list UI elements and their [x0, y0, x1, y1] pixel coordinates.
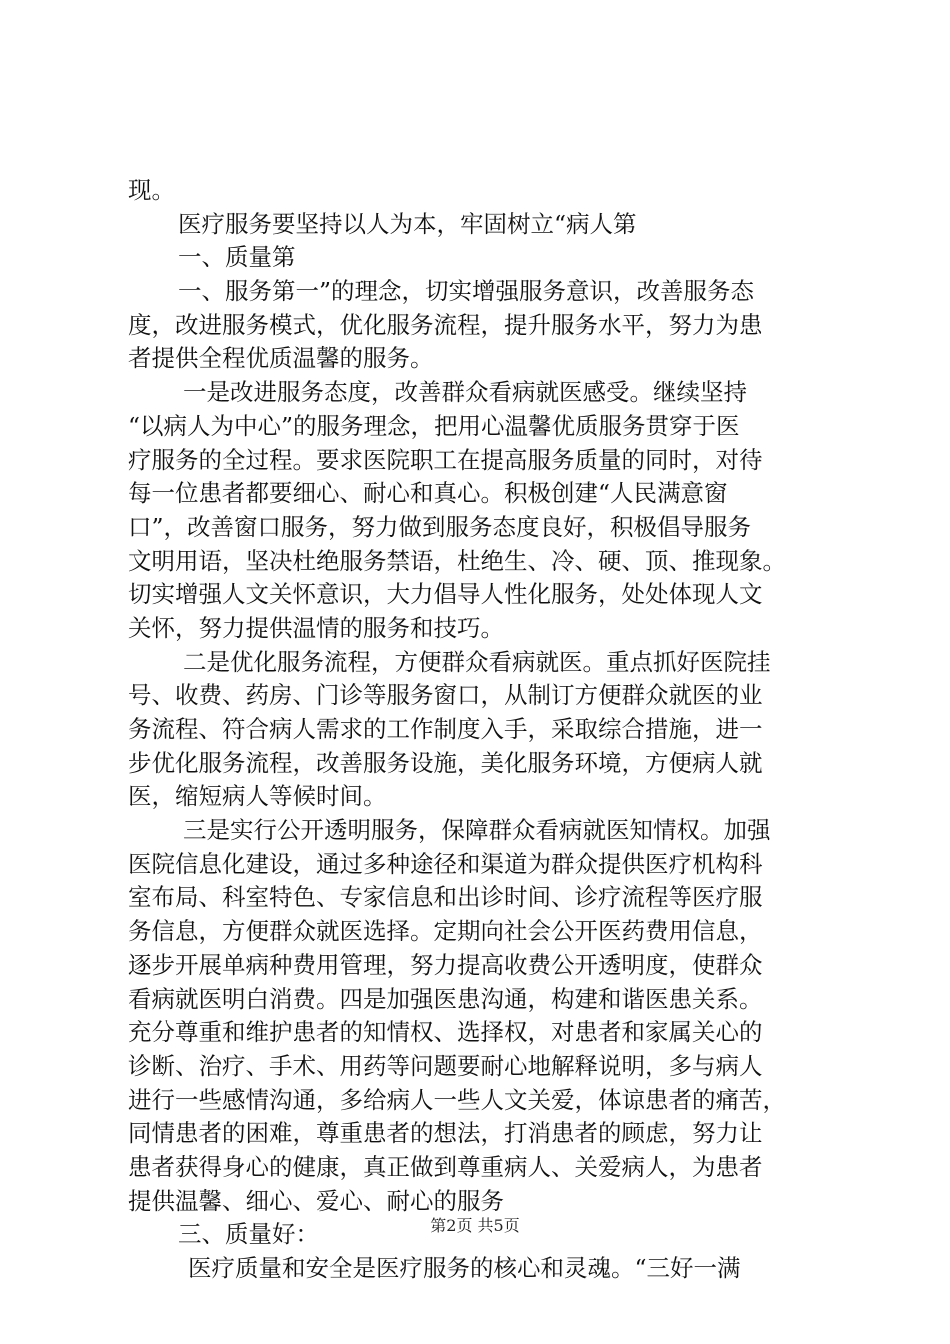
- text-line: 号、收费、药房、门诊等服务窗口，从制订方便群众就医的业: [128, 681, 763, 710]
- text-line: 切实增强人文关怀意识，大力倡导人性化服务，处处体现人文: [128, 580, 763, 609]
- text-line: 同情患者的困难，尊重患者的想法，打消患者的顾虑，努力让: [128, 1119, 763, 1148]
- text-line: 三、质量好：: [178, 1220, 319, 1249]
- text-line: 步优化服务流程，改善服务设施，美化服务环境，方便病人就: [128, 748, 763, 777]
- text-line: 现。: [128, 176, 175, 204]
- text-line: 医疗质量和安全是医疗服务的核心和灵魂。“三好一满: [188, 1254, 741, 1282]
- text-line: 每一位患者都要细心、耐心和真心。积极创建“人民满意窗: [128, 479, 728, 508]
- text-line: 务流程、符合病人需求的工作制度入手，采取综合措施，进一: [128, 715, 763, 743]
- text-line: 二是优化服务流程，方便群众看病就医。重点抓好医院挂: [183, 647, 771, 676]
- text-line: 患者获得身心的健康，真正做到尊重病人、关爱病人，为患者: [128, 1152, 763, 1181]
- text-line: 三是实行公开透明服务，保障群众看病就医知情权。加强: [183, 816, 771, 845]
- text-line: 室布局、科室特色、专家信息和出诊时间、诊疗流程等医疗服: [128, 883, 763, 912]
- text-line: 关怀，努力提供温情的服务和技巧。: [128, 613, 504, 642]
- page-number-footer: 第2页 共5页: [430, 1216, 520, 1235]
- text-line: 一是改进服务态度，改善群众看病就医感受。继续坚持: [183, 378, 747, 407]
- text-line: 一、质量第: [178, 243, 296, 272]
- text-line: 医，缩短病人等候时间。: [128, 782, 387, 811]
- text-line: 者提供全程优质温馨的服务。: [128, 344, 434, 373]
- text-line: 文明用语，坚决杜绝服务禁语，杜绝生、冷、硬、顶、推现象。: [128, 546, 786, 575]
- document-body: [128, 174, 838, 1286]
- text-line: 度，改进服务模式，优化服务流程，提升服务水平，努力为患: [128, 310, 763, 339]
- text-line: 医院信息化建设，通过多种途径和渠道为群众提供医疗机构科: [128, 849, 763, 878]
- text-line: 医疗服务要坚持以人为本，牢固树立“病人第: [178, 209, 637, 238]
- text-line: 口”，改善窗口服务，努力做到服务态度良好，积极倡导服务: [128, 512, 752, 541]
- text-line: 充分尊重和维护患者的知情权、选择权，对患者和家属关心的: [128, 1018, 763, 1047]
- text-line: 看病就医明白消费。四是加强医患沟通，构建和谐医患关系。: [128, 984, 763, 1013]
- text-line: 逐步开展单病种费用管理，努力提高收费公开透明度，使群众: [128, 950, 763, 979]
- text-line: 务信息，方便群众就医选择。定期向社会公开医药费用信息，: [128, 917, 763, 946]
- text-line: 疗服务的全过程。要求医院职工在提高服务质量的同时，对待: [128, 445, 763, 474]
- text-line: “以病人为中心”的服务理念，把用心温馨优质服务贯穿于医: [128, 411, 740, 440]
- text-line: 诊断、治疗、手术、用药等问题要耐心地解释说明，多与病人: [128, 1051, 763, 1080]
- text-line: 提供温馨、细心、爱心、耐心的服务: [128, 1186, 504, 1215]
- text-line: 一、服务第一”的理念，切实增强服务意识，改善服务态: [178, 277, 755, 306]
- text-line: 进行一些感情沟通，多给病人一些人文关爱，体谅患者的痛苦，: [128, 1085, 786, 1114]
